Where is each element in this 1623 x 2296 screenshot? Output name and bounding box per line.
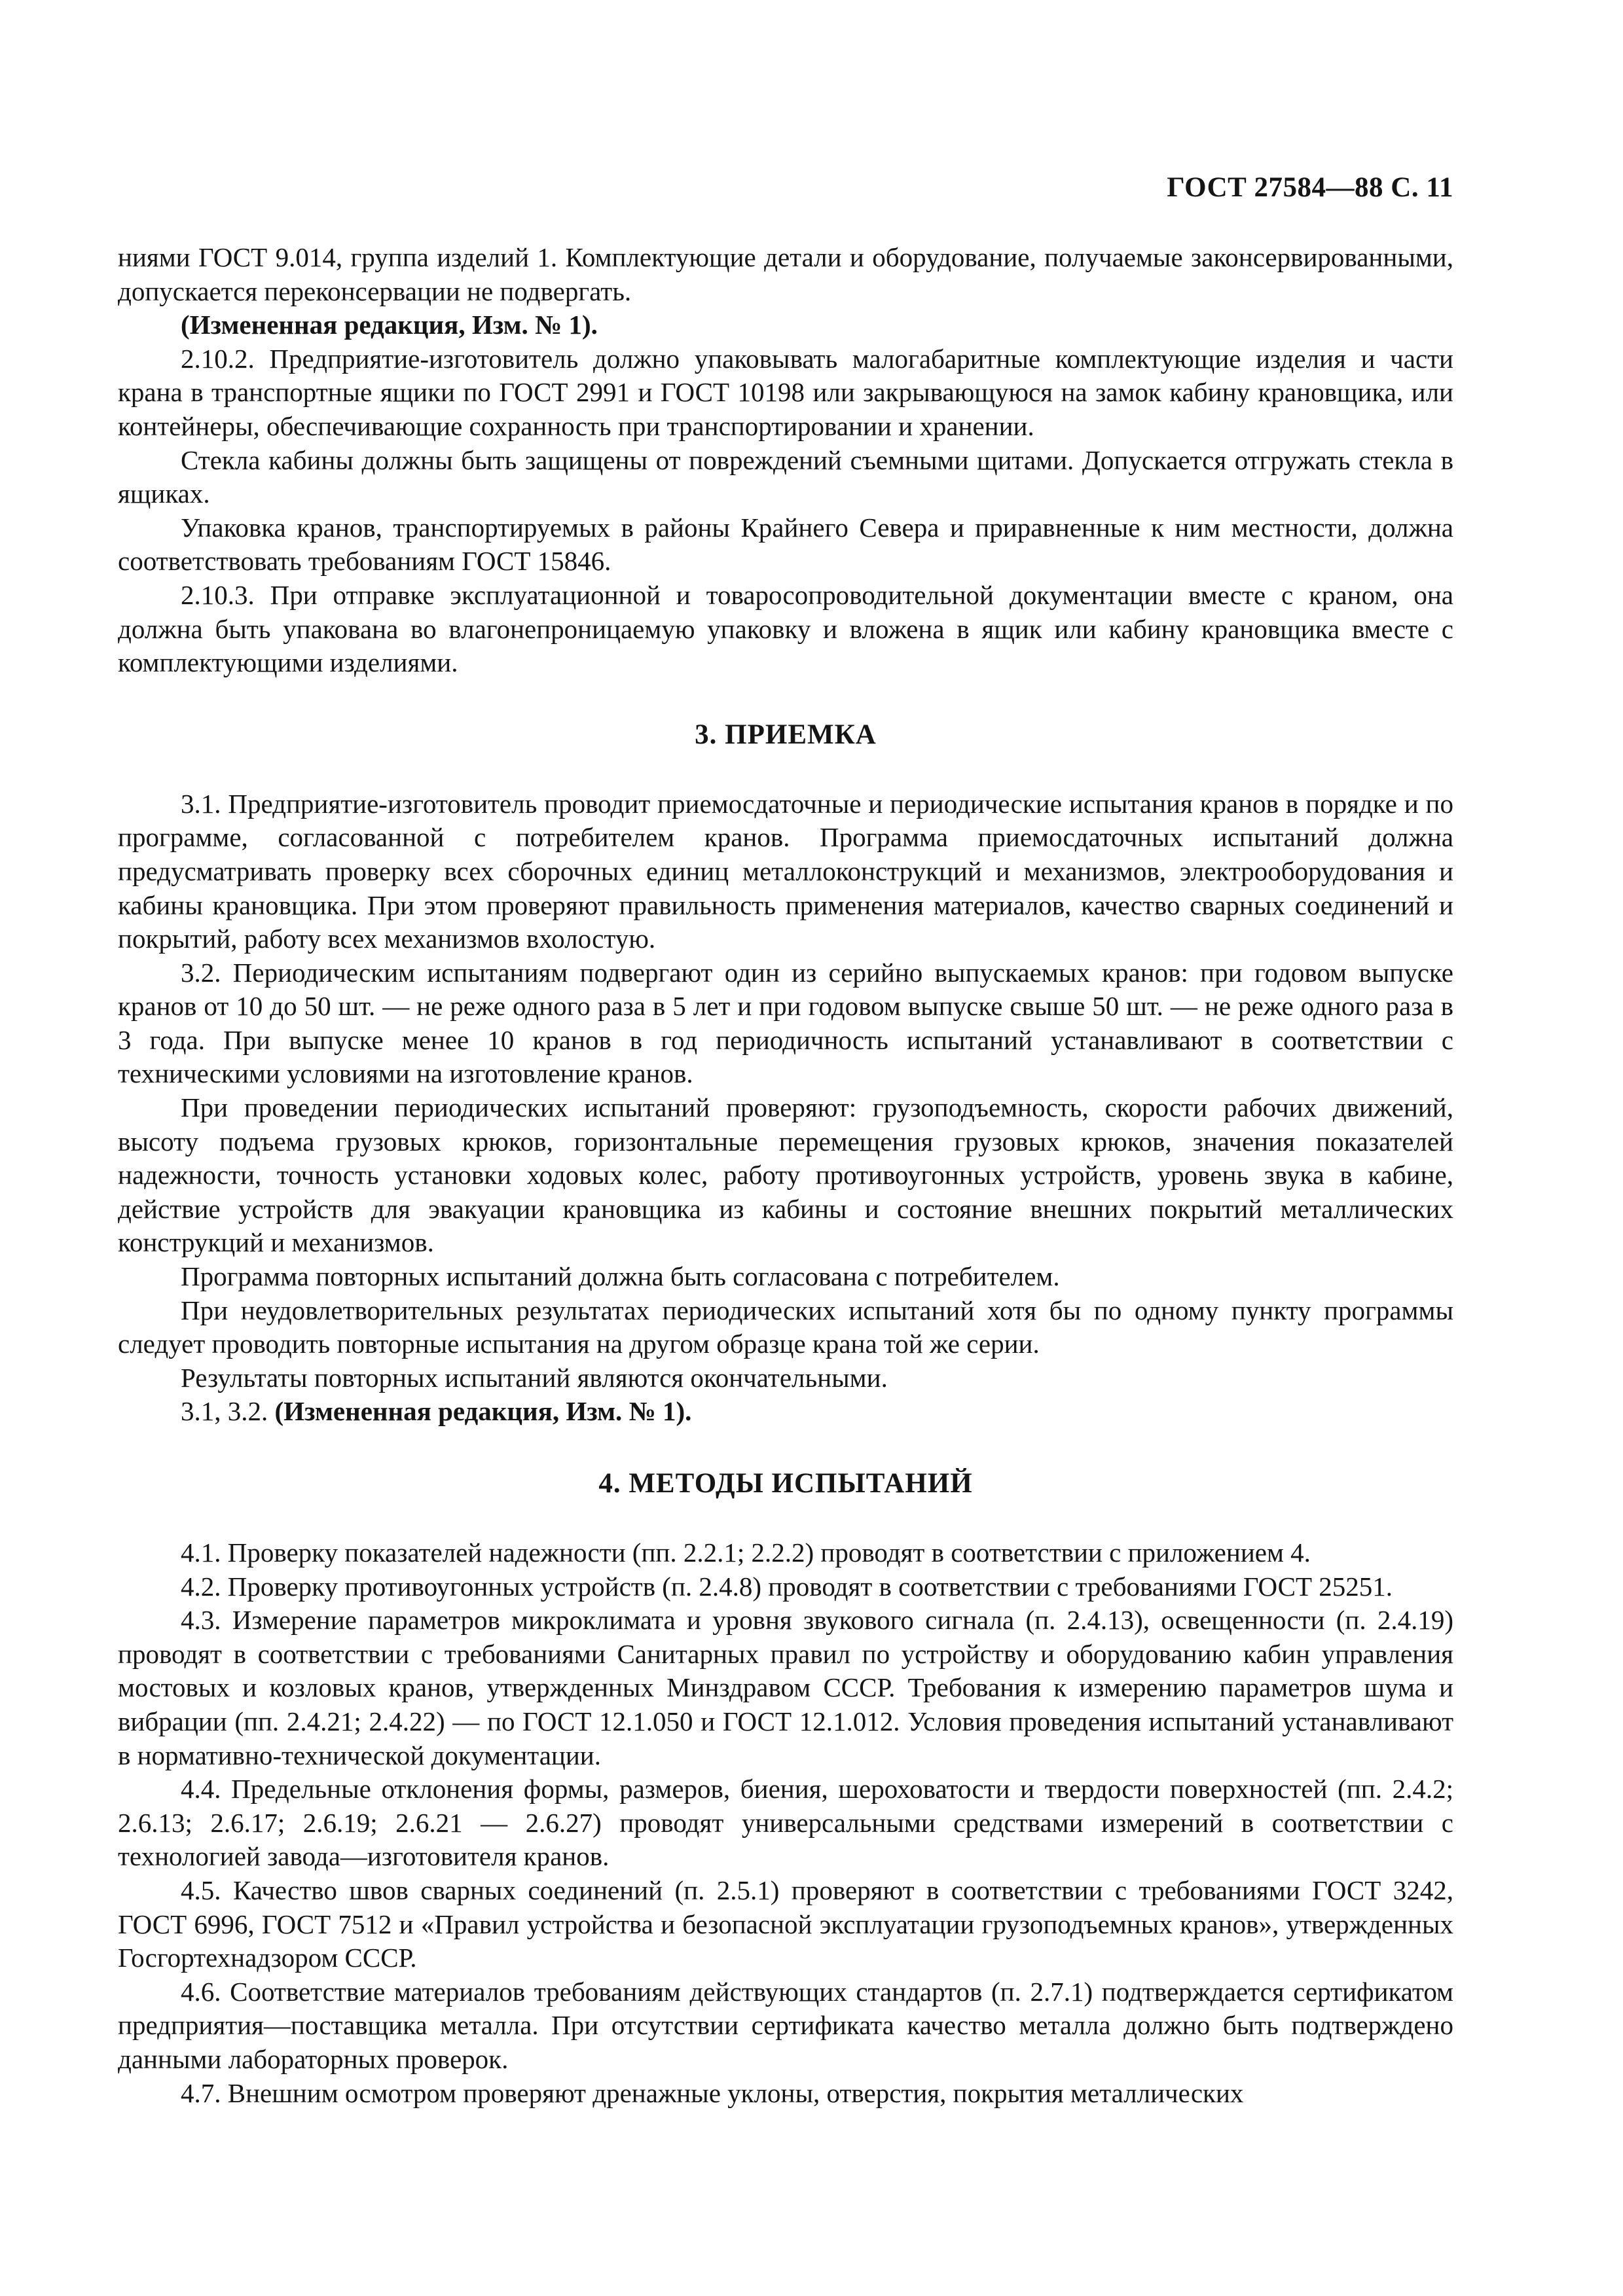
page-header: ГОСТ 27584—88 С. 11 — [1167, 172, 1453, 203]
paragraph-4-1: 4.1. Проверку показателей надежности (пп. 2.2.1; 2.2.2) проводят в соответствии с приложением 4. — [181, 1537, 1311, 1568]
paragraph-continuation: ниями ГОСТ 9.014, группа изделий 1. Комплектующие детали и оборудование, получаемые законсервированными, допускается переконсервации не подвергать. — [118, 242, 1453, 306]
paragraph-final-results: Результаты повторных испытаний являются окончательными. — [181, 1362, 888, 1393]
document-body — [118, 241, 1453, 2110]
paragraph-4-5: 4.5. Качество швов сварных соединений (п. 2.5.1) проверяют в соответствии с требованиями ГОСТ 3242, ГОСТ 6996, ГОСТ 7512 и «Правил устройства и безопасной эксплуатации грузоподъемных кранов», утвержденных Госгортехнадзором СССР. — [118, 1874, 1453, 1973]
paragraph-2-10-2: 2.10.2. Предприятие-изготовитель должно упаковывать малогабаритные комплектующие изделия и части крана в транспортные ящики по ГОСТ 2991 и ГОСТ 10198 или закрывающуюся на замок кабину крановщика, или контейнеры, обеспечивающие сохранность при транспортировании и хранении. — [118, 343, 1453, 441]
paragraph-3-2: 3.2. Периодическим испытаниям подвергают один из серийно выпускаемых кранов: при годовом выпуске кранов от 10 до 50 шт. — не реже одного раза в 5 лет и при годовом выпуске свыше 50 шт. — не реже одного раза в 3 года. При выпуске менее 10 кранов в год периодичность испытаний устанавливают в соответствии с техническими условиями на изготовление кранов. — [118, 957, 1453, 1089]
amendment-note-3-text: (Измененная редакция, Изм. № 1). — [274, 1396, 692, 1427]
paragraph-4-6: 4.6. Соответствие материалов требованиям действующих стандартов (п. 2.7.1) подтверждается сертификатом предприятия—поставщика металла. При отсутствии сертификата качество металла должно быть подтверждено данными лабораторных проверок. — [118, 1976, 1453, 2074]
paragraph-repeat-program: Программа повторных испытаний должна быть согласована с потребителем. — [181, 1261, 1060, 1292]
paragraph-north-packaging: Упаковка кранов, транспортируемых в районы Крайнего Севера и приравненные к ним местности, должна соответствовать требованиям ГОСТ 15846. — [118, 512, 1453, 577]
paragraph-4-3: 4.3. Измерение параметров микроклимата и уровня звукового сигнала (п. 2.4.13), освещенности (п. 2.4.19) проводят в соответствии с требованиями Санитарных правил по устройству и оборудованию кабин управления мостовых и козловых кранов, утвержденных Минздравом СССР. Требования к измерению параметров шума и вибрации (пп. 2.4.21; 2.4.22) — по ГОСТ 12.1.050 и ГОСТ 12.1.012. Условия проведения испытаний устанавливают в нормативно-технической документации. — [118, 1605, 1453, 1770]
paragraph-unsatisfactory-results: При неудовлетворительных результатах периодических испытаний хотя бы по одному пункту программы следует проводить повторные испытания на другом образце крана той же серии. — [118, 1295, 1453, 1359]
amendment-note-3 — [118, 1395, 1453, 1429]
document-page — [118, 0, 1453, 2296]
amendment-note-text: (Измененная редакция, Изм. № 1). — [181, 310, 598, 340]
paragraph-2-10-3: 2.10.3. При отправке эксплуатационной и товаросопроводительной документации вместе с краном, она должна быть упакована во влагонепроницаемую упаковку и вложена в ящик или кабину крановщика вместе с комплектующими изделиями. — [118, 579, 1453, 678]
paragraph-3-1: 3.1. Предприятие-изготовитель проводит приемосдаточные и периодические испытания кранов в порядке и по программе, согласованной с потребителем кранов. Программа приемосдаточных испытаний должна предусматривать проверку всех сборочных единиц металлоконструкций и механизмов, электрооборудования и кабины крановщика. При этом проверяют правильность применения материалов, качество сварных соединений и покрытий, работу всех механизмов вхолостую. — [118, 788, 1453, 954]
paragraph-glass-protection: Стекла кабины должны быть защищены от повреждений съемными щитами. Допускается отгружать стекла в ящиках. — [118, 444, 1453, 509]
paragraph-4-7: 4.7. Внешним осмотром проверяют дренажные уклоны, отверстия, покрытия металлических — [181, 2077, 1244, 2108]
amendment-note — [118, 308, 1453, 342]
section-heading-acceptance: 3. ПРИЕМКА — [695, 719, 877, 750]
amendment-note-3-prefix: 3.1, 3.2. — [181, 1396, 275, 1427]
section-heading-test-methods: 4. МЕТОДЫ ИСПЫТАНИЙ — [598, 1468, 973, 1499]
paragraph-4-4: 4.4. Предельные отклонения формы, размеров, биения, шероховатости и твердости поверхностей (пп. 2.4.2; 2.6.13; 2.6.17; 2.6.19; 2.6.21 — 2.6.27) проводят универсальными средствами измерений в соответствии с технологией завода—изготовителя кранов. — [118, 1774, 1453, 1872]
paragraph-4-2: 4.2. Проверку противоугонных устройств (п. 2.4.8) проводят в соответствии с требованиями ГОСТ 25251. — [181, 1571, 1393, 1602]
paragraph-periodic-checks: При проведении периодических испытаний проверяют: грузоподъемность, скорости рабочих движений, высоту подъема грузовых крюков, горизонтальные перемещения грузовых крюков, значения показателей надежности, точность установки ходовых колес, работу противоугонных устройств, уровень звука в кабине, действие устройств для эвакуации крановщика из кабины и состояние внешних покрытий металлических конструкций и механизмов. — [118, 1092, 1453, 1258]
